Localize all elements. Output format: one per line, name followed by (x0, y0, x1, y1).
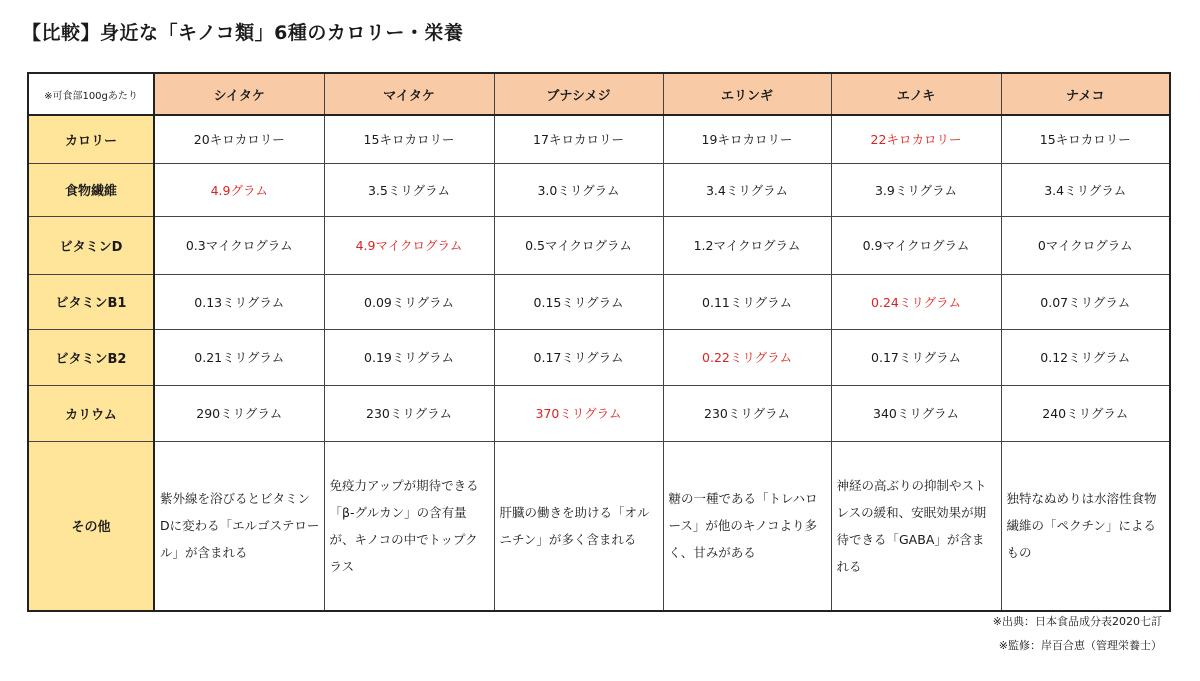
table-cell: 0.5マイクログラム (494, 216, 663, 274)
highlighted-value-cell: 0.24ミリグラム (831, 274, 1001, 329)
highlighted-value-cell: 22キロカロリー (831, 115, 1001, 163)
highlighted-value-cell: 370ミリグラム (494, 385, 663, 441)
table-cell: 0.17ミリグラム (494, 329, 663, 385)
highlighted-value-cell: 4.9マイクログラム (324, 216, 494, 274)
table-cell: 0.19ミリグラム (324, 329, 494, 385)
page-title: 【比較】身近な「キノコ類」6種のカロリー・栄養 (22, 22, 464, 44)
supervisor-note: ※監修：岸百合恵（管理栄養士） (998, 639, 1162, 652)
table-cell: 0.12ミリグラム (1001, 329, 1170, 385)
column-header-eringi: エリンギ (663, 73, 831, 115)
table-cell: 0.11ミリグラム (663, 274, 831, 329)
table-cell: 3.4ミリグラム (1001, 163, 1170, 216)
row-label-vitamin-b2: ビタミンB2 (28, 329, 154, 385)
row-label-dietary-fiber: 食物繊維 (28, 163, 154, 216)
note-cell: 神経の高ぶりの抑制やストレスの緩和、安眠効果が期待できる「GABA」が含まれる (831, 441, 1001, 611)
table-cell: 230ミリグラム (663, 385, 831, 441)
column-header-shiitake: シイタケ (154, 73, 324, 115)
table-cell: 0.15ミリグラム (494, 274, 663, 329)
header-row (28, 73, 1170, 115)
table-row-vitamin-d (28, 216, 1170, 274)
table-cell: 20キロカロリー (154, 115, 324, 163)
row-label-calories: カロリー (28, 115, 154, 163)
table-row-vitamin-b2 (28, 329, 1170, 385)
table-cell: 230ミリグラム (324, 385, 494, 441)
column-header-maitake: マイタケ (324, 73, 494, 115)
highlighted-value-cell: 0.22ミリグラム (663, 329, 831, 385)
row-label-vitamin-b1: ビタミンB1 (28, 274, 154, 329)
table-cell: 0.17ミリグラム (831, 329, 1001, 385)
table-cell: 0.9マイクログラム (831, 216, 1001, 274)
corner-note: ※可食部100gあたり (28, 73, 154, 115)
table-cell: 17キロカロリー (494, 115, 663, 163)
row-label-vitamin-d: ビタミンD (28, 216, 154, 274)
table-cell: 3.4ミリグラム (663, 163, 831, 216)
table-cell: 0.09ミリグラム (324, 274, 494, 329)
column-header-nameko: ナメコ (1001, 73, 1170, 115)
note-cell: 独特なぬめりは水溶性食物繊維の「ペクチン」によるもの (1001, 441, 1170, 611)
highlighted-value-cell: 4.9グラム (154, 163, 324, 216)
table-cell: 15キロカロリー (1001, 115, 1170, 163)
table-row-potassium (28, 385, 1170, 441)
column-header-bunashimeji: ブナシメジ (494, 73, 663, 115)
table-row-vitamin-b1 (28, 274, 1170, 329)
table-cell: 0.07ミリグラム (1001, 274, 1170, 329)
note-cell: 糖の一種である「トレハロース」が他のキノコより多く、甘みがある (663, 441, 831, 611)
table-row-dietary-fiber (28, 163, 1170, 216)
table-row-other (28, 441, 1170, 611)
table-cell: 0.21ミリグラム (154, 329, 324, 385)
row-label-potassium: カリウム (28, 385, 154, 441)
table-cell: 3.0ミリグラム (494, 163, 663, 216)
nutrition-comparison-table (27, 72, 1171, 612)
note-cell: 肝臓の働きを助ける「オルニチン」が多く含まれる (494, 441, 663, 611)
source-note: ※出典：日本食品成分表2020七訂 (992, 615, 1162, 628)
table-cell: 1.2マイクログラム (663, 216, 831, 274)
note-cell: 紫外線を浴びるとビタミンDに変わる「エルゴステロール」が含まれる (154, 441, 324, 611)
table-cell: 290ミリグラム (154, 385, 324, 441)
table-cell: 340ミリグラム (831, 385, 1001, 441)
table-row-calories (28, 115, 1170, 163)
table-cell: 3.9ミリグラム (831, 163, 1001, 216)
table-cell: 240ミリグラム (1001, 385, 1170, 441)
row-label-other: その他 (28, 441, 154, 611)
table-cell: 19キロカロリー (663, 115, 831, 163)
note-cell: 免疫力アップが期待できる「β-グルカン」の含有量が、キノコの中でトップクラス (324, 441, 494, 611)
table-cell: 0.13ミリグラム (154, 274, 324, 329)
table-cell: 0マイクログラム (1001, 216, 1170, 274)
table-cell: 15キロカロリー (324, 115, 494, 163)
table-cell: 3.5ミリグラム (324, 163, 494, 216)
table-cell: 0.3マイクログラム (154, 216, 324, 274)
column-header-enoki: エノキ (831, 73, 1001, 115)
